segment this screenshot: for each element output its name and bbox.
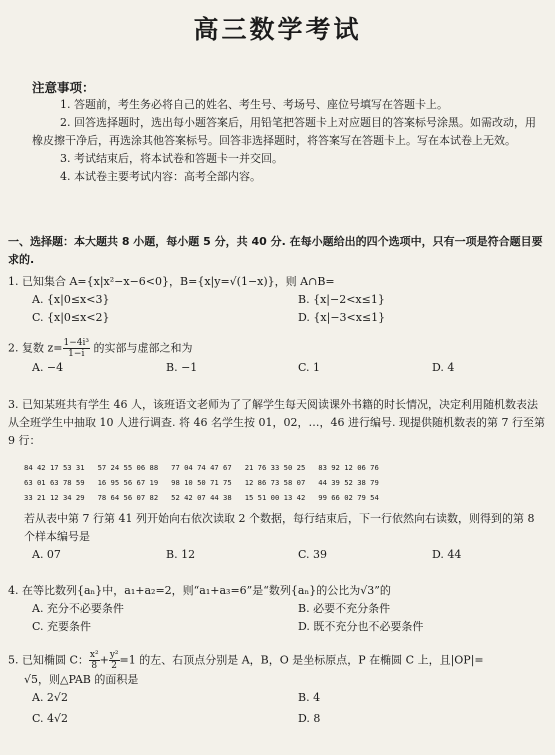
option-a: A. {x|0≤x<3} — [32, 293, 110, 306]
page-title: 高三数学考试 — [193, 15, 362, 44]
fraction-numerator: y² — [109, 650, 119, 660]
notice-item: 4. 本试卷主要考试内容：高考全部内容。 — [60, 170, 261, 183]
plus-sign: + — [99, 653, 109, 667]
question-stem: 4. 在等比数列{aₙ}中，a₁+a₂=2，则“a₁+a₃=6”是“数列{aₙ}的公比为√3”的 — [8, 584, 391, 597]
option-a: A. 2√2 — [32, 691, 68, 704]
table-row: 33 21 12 34 29 78 64 56 07 82 52 42 07 44 38 15 51 00 13 42 99 66 02 79 54 — [24, 493, 379, 502]
option-c: C. 39 — [298, 548, 328, 561]
option-c: C. 1 — [298, 361, 321, 374]
notice-item: 1. 答题前，考生务必将自己的姓名、考生号、考场号、座位号填写在答题卡上。 — [60, 98, 448, 111]
options-row — [8, 600, 548, 618]
notice-item: 3. 考试结束后，将本试卷和答题卡一并交回。 — [60, 152, 283, 165]
option-b: B. −1 — [166, 361, 198, 374]
options-row — [8, 309, 548, 327]
options-row — [8, 618, 548, 636]
question-stem — [8, 338, 548, 359]
option-b: B. 必要不充分条件 — [298, 602, 391, 615]
options-row — [8, 291, 548, 309]
notice-list — [32, 96, 537, 186]
question-stem: 若从表中第 7 行第 41 列开始向右依次读取 2 个数据，每行结束后，下一行依然向右读数，则得到的第 8 个样本编号是 — [24, 512, 535, 543]
option-c: C. 充要条件 — [32, 620, 92, 633]
option-d: D. {x|−3<x≤1} — [298, 311, 386, 324]
notice-item: 2. 回答选择题时，选出每小题答案后，用铅笔把答题卡上对应题目的答案标号涂黑。如需改动，用橡皮擦干净后，再选涂其他答案标号。回答非选择题时，将答案写在答题卡上。写在本试卷上无效。 — [32, 116, 536, 147]
fraction — [89, 650, 100, 671]
table-row: 63 01 63 78 59 16 95 56 67 19 98 10 50 71 75 12 86 73 58 07 44 39 52 38 79 — [24, 478, 379, 487]
option-a: A. 充分不必要条件 — [32, 602, 124, 615]
option-d: D. 既不充分也不必要条件 — [298, 620, 424, 633]
option-b: B. 4 — [298, 691, 321, 704]
question-stem: 3. 已知某班共有学生 46 人，该班语文老师为了了解学生每天阅读课外书籍的时长情况，决定利用随机数表法从全班学生中抽取 10 人进行调查. 将 46 名学生按 01，02，…，46 进行编号. 现提供随机数表的第 7 行至第 9 行： — [8, 398, 545, 447]
option-d: D. 4 — [432, 361, 455, 374]
fraction-numerator: 1−4i³ — [63, 338, 89, 348]
question-5 — [8, 650, 548, 728]
option-c: C. {x|0≤x<2} — [32, 311, 110, 324]
fraction — [109, 650, 120, 671]
options-row — [8, 546, 548, 564]
section-heading: 一、选择题：本大题共 8 小题，每小题 5 分，共 40 分. 在每小题给出的四个选项中，只有一项是符合题目要求的. — [8, 235, 543, 266]
option-d: D. 8 — [298, 712, 321, 725]
option-d: D. 44 — [432, 548, 462, 561]
table-row: 84 42 17 53 31 57 24 55 06 88 77 04 74 47 67 21 76 33 50 25 83 92 12 06 76 — [24, 463, 379, 472]
question-stem-continued: √5，则△PAB 的面积是 — [24, 673, 139, 686]
fraction-denominator: 8 — [91, 661, 98, 671]
stem-text: 5. 已知椭圆 C： — [8, 653, 89, 667]
options-row — [8, 359, 548, 377]
option-c: C. 4√2 — [32, 712, 69, 725]
options-row — [8, 710, 548, 728]
option-b: B. 12 — [166, 548, 196, 561]
fraction-denominator: 1−i — [68, 349, 85, 359]
question-stem — [8, 650, 548, 671]
question-2 — [8, 338, 548, 377]
fraction-numerator: x² — [89, 650, 99, 660]
stem-text: =1 的左、右顶点分别是 A，B，O 是坐标原点，P 在椭圆 C 上，且|OP|= — [119, 653, 484, 667]
stem-text: 2. 复数 z= — [8, 341, 63, 355]
question-stem: 1. 已知集合 A={x|x²−x−6<0}，B={x|y=√(1−x)}，则 A∩B= — [8, 275, 335, 288]
question-3-continued — [8, 510, 548, 564]
question-3 — [8, 396, 548, 450]
notice-heading: 注意事项： — [32, 80, 95, 95]
fraction-denominator: 2 — [111, 661, 118, 671]
fraction — [63, 338, 90, 359]
options-row — [8, 689, 548, 707]
question-1 — [8, 273, 548, 327]
stem-text: 的实部与虚部之和为 — [90, 341, 193, 355]
option-b: B. {x|−2<x≤1} — [298, 293, 385, 306]
question-4 — [8, 582, 548, 636]
option-a: A. 07 — [32, 548, 61, 561]
option-a: A. −4 — [32, 361, 64, 374]
random-number-table — [24, 460, 544, 505]
